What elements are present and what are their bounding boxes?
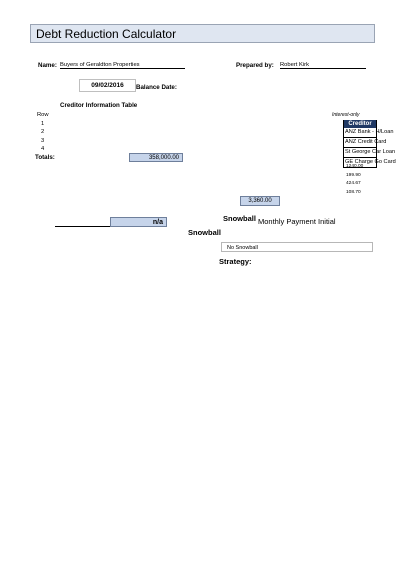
monthly-payment-label: Monthly Payment Initial (258, 217, 336, 226)
page-title: Debt Reduction Calculator (30, 24, 375, 43)
totals-label: Totals: (35, 154, 55, 161)
side-value: 108.70 (346, 189, 361, 195)
snowball-label-2: Snowball (188, 228, 221, 237)
side-value: 1240.00 (346, 164, 364, 169)
interest-only-label: Interest-only (332, 112, 360, 118)
na-underline (55, 226, 111, 227)
totals-value: 358,000.00 (129, 153, 183, 162)
strategy-select[interactable]: No Snowball (221, 242, 373, 252)
snowball-label: Snowball (223, 214, 256, 223)
balance-date-field[interactable]: 09/02/2016 (79, 79, 136, 92)
creditor-table-title: Creditor Information Table (60, 102, 138, 109)
side-values (346, 163, 363, 197)
balance-date-label: Balance Date: (136, 84, 177, 91)
creditor-header: Creditor (344, 120, 376, 128)
creditor-list (343, 120, 396, 168)
side-value: 199.90 (346, 172, 361, 178)
na-value: n/a (110, 217, 167, 227)
creditor-item: ANZ Bank - H/Loan (344, 128, 376, 138)
creditor-item: St George Car Loan (344, 148, 376, 158)
row-number: 1 (41, 121, 45, 127)
name-label: Name: (38, 62, 57, 69)
row-number: 4 (41, 146, 45, 152)
row-number: 3 (41, 138, 45, 144)
name-field[interactable]: Buyers of Geraldton Properties (60, 62, 185, 69)
payment-value: 3,360.00 (240, 196, 280, 206)
side-value: 424.67 (346, 181, 361, 186)
prepared-by-label: Prepared by: (236, 62, 274, 69)
creditor-item: ANZ Credit Card (344, 138, 376, 148)
row-header: Row (37, 112, 49, 118)
strategy-label: Strategy: (219, 257, 252, 266)
row-number: 2 (41, 129, 45, 135)
creditor-item: GE Charge Go Card (344, 158, 376, 168)
prepared-by-field[interactable]: Robert Kirk (280, 62, 366, 69)
